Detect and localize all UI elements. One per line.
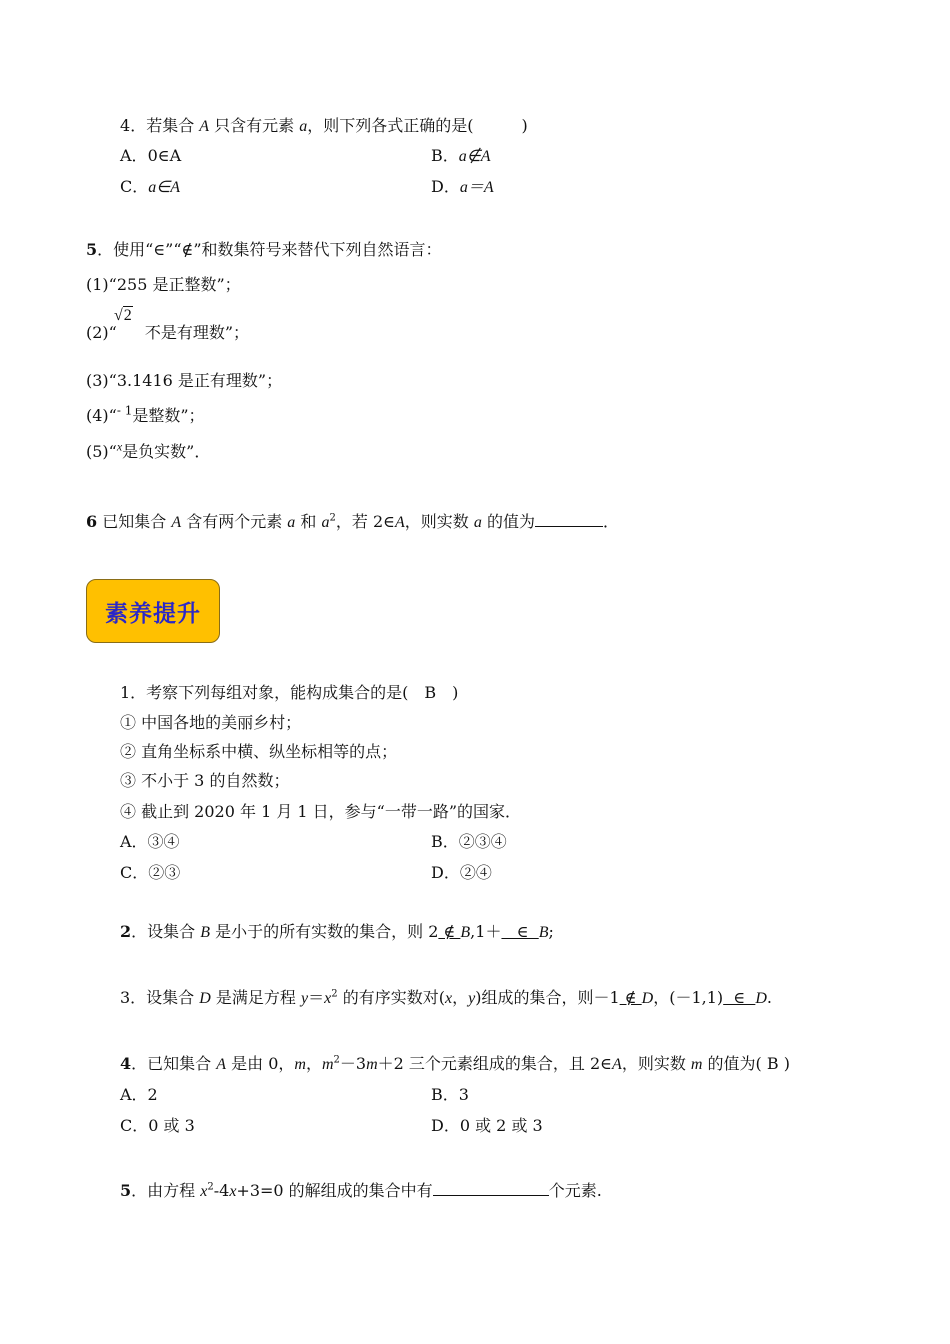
question-5-item-5: (5)“$^x$是负实数”． (86, 439, 211, 461)
section-question-1-item-2: ② 直角坐标系中横、纵坐标相等的点； (120, 742, 398, 761)
question-4-option-c: C．a∈A (120, 177, 180, 196)
section-banner-label: 素养提升 (105, 600, 201, 627)
section-question-1-item-4: ④ 截止到 2020 年 1 月 1 日，参与“一带一路”的国家． (120, 802, 522, 821)
question-6-stem: 6 已知集合 A 含有两个元素 a 和 $a^2$，若 2∈A，则实数 a 的值为 ． (86, 512, 619, 531)
section-question-4-option-a: A．2 (120, 1085, 158, 1104)
section-question-1-item-3: ③ 不小于 3 的自然数； (120, 771, 290, 790)
section-question-3-stem: 3．设集合 D 是满足方程 $y=x^2$ 的有序实数对(x，y)组成的集合，则－1 ∉ D，(－1,1) ∈ D. (120, 988, 773, 1007)
section-banner (86, 579, 220, 643)
question-5-item-3: (3)“3.1416 是正有理数”； (86, 371, 283, 390)
answer-not-in: ∉ (438, 922, 461, 941)
section-question-4-option-b: B．3 (431, 1085, 469, 1104)
section-question-1-item-1: ① 中国各地的美丽乡村； (120, 713, 302, 732)
section-question-4-stem: 4．已知集合 A 是由 0，m，$m^2-3m+2$ 三个元素组成的集合，且 2∈A，则实数 m 的值为( B ) (120, 1054, 790, 1073)
answer-blank (433, 1181, 549, 1196)
question-5-item-4: (4)“$^{- 1}$是整数”； (86, 403, 205, 425)
answer-in: ∈ (501, 922, 539, 941)
section-question-1-option-a: A．③④ (120, 832, 180, 851)
section-question-1-option-c: C．②③ (120, 863, 181, 882)
sqrt-2-formula: √2 (114, 307, 132, 324)
section-question-4-option-c: C．0 或 3 (120, 1116, 195, 1135)
section-question-4-option-d: D．0 或 2 或 3 (431, 1116, 543, 1135)
section-question-1-option-d: D．②④ (431, 863, 492, 882)
answer-not-in: ∉ (619, 988, 642, 1007)
question-4-stem: 4．若集合 A 只含有元素 a，则下列各式正确的是( ) (120, 116, 528, 135)
section-question-1-stem: 1．考察下列每组对象，能构成集合的是( B ) (120, 683, 459, 702)
section-question-5-stem: 5．由方程 $x^2-4x+3=0$ 的解组成的集合中有 个元素. (120, 1181, 602, 1200)
section-question-2-stem: 2．设集合 B 是小于的所有实数的集合，则 2 ∉ B,1＋ ∈ B; (120, 922, 554, 941)
answer-blank (535, 512, 603, 527)
question-4-option-d: D．a＝A (431, 177, 494, 196)
section-question-1-option-b: B．②③④ (431, 832, 507, 851)
answer-in: ∈ (723, 988, 756, 1007)
question-5-item-1: (1)“255 是正整数”； (86, 275, 241, 294)
question-5-stem: 5．使用“∈”“∉”和数集符号来替代下列自然语言： (86, 240, 442, 259)
question-4-option-b: B．a∉A (431, 146, 491, 165)
question-4-option-a: A．0∈A (120, 146, 182, 165)
question-5-item-2: (2)“ 不是有理数”； (86, 323, 250, 342)
